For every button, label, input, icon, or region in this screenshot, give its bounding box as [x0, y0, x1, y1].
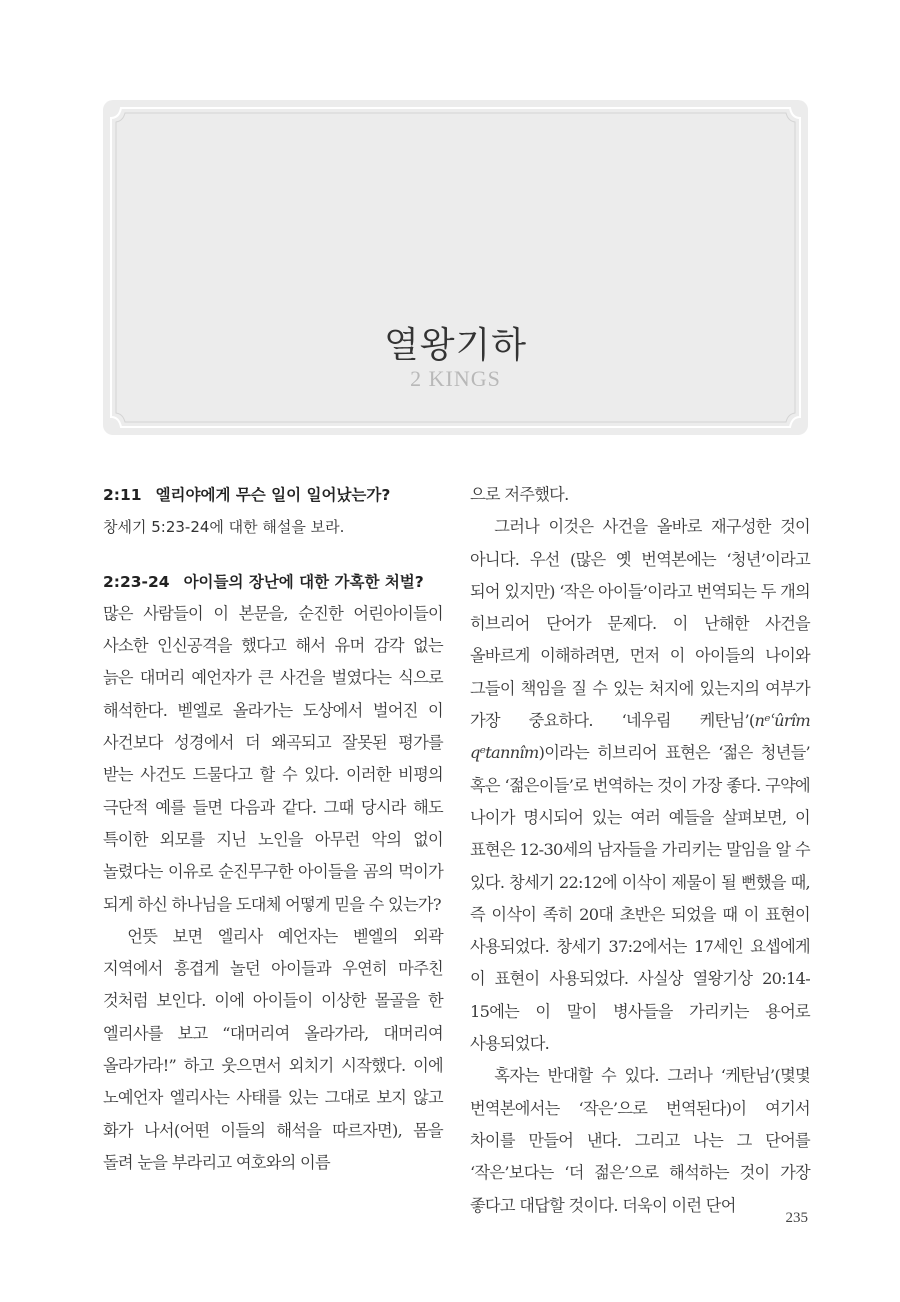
verse-reference: 2:23-24 [103, 572, 170, 591]
section-heading-2-11 [103, 479, 443, 511]
section-question: 아이들의 장난에 대한 가혹한 처벌? [183, 572, 424, 591]
body-paragraph: 그러나 이것은 사건을 올바로 재구성한 것이 아니다. 우선 (많은 옛 번역본에는 ‘청년’이라고 되어 있지만) ‘작은 아이들’이라고 번역되는 두 개의 히브리어 단어가 문제다. 이 난해한 사건을 올바르게 이해하려면, 먼저 이 아이들의 나이와 그들이 책임을 질 수 있는 처지에 있는지의 여부가 가장 중요하다. ‘네우림 케탄님’(nᵉʿûrîm qᵉtannîm)이라는 히브리어 표현은 ‘젊은 청년들’ 혹은 ‘젊은이들’로 번역하는 것이 가장 좋다. 구약에 나이가 명시되어 있는 여러 예들을 살펴보면, 이 표현은 12-30세의 남자들을 가리키는 말임을 알 수 있다. 창세기 22:12에 이삭이 제물이 될 뻔했을 때, 즉 이삭이 족히 20대 초반은 되었을 때 이 표현이 사용되었다. 창세기 37:2에서는 17세인 요셉에게 이 표현이 사용되었다. 사실상 열왕기상 20:14-15에는 이 말이 병사들을 가리키는 용어로 사용되었다. [470, 517, 810, 1054]
verse-reference: 2:11 [103, 486, 142, 504]
section-question: 엘리야에게 무슨 일이 일어났는가? [155, 486, 391, 504]
banner-title [103, 326, 808, 392]
cross-reference-note: 창세기 5:23-24에 대한 해설을 보라. [103, 518, 345, 537]
left-column [103, 479, 443, 1179]
book-title-korean: 열왕기하 [383, 325, 528, 366]
hebrew-transliteration: nᵉʿûrîm qᵉtannîm [470, 711, 810, 763]
body-paragraph-continued: 으로 저주했다. [470, 485, 569, 504]
chapter-title-banner [103, 100, 808, 435]
body-paragraph: 혹자는 반대할 수 있다. 그러나 ‘케탄님’(몇몇 번역본에서는 ‘작은’으로 번역된다)이 여기서 차이를 만들어 낸다. 그리고 나는 그 단어를 ‘작은’보다는 ‘더 젊은’으로 해석하는 것이 가장 좋다고 대답할 것이다. 더욱이 이런 단어 [470, 1066, 810, 1215]
book-title-english: 2 KINGS [410, 366, 501, 391]
body-paragraph: 많은 사람들이 이 본문을, 순진한 어린아이들이 사소한 인신공격을 했다고 해서 유머 감각 없는 늙은 대머리 예언자가 큰 사건을 벌였다는 식으로 해석한다. 벧엘로 올라가는 도상에서 벌어진 이 사건보다 성경에서 더 왜곡되고 잘못된 평가를 받는 사건도 드물다고 할 수 있다. 이러한 비평의 극단적 예를 들면 다음과 같다. 그때 당시라 해도 특이한 외모를 지닌 노인을 아무런 악의 없이 놀렸다는 이유로 순진무구한 아이들을 곰의 먹이가 되게 하신 하나님을 도대체 어떻게 믿을 수 있는가? [103, 603, 443, 914]
page-number: 235 [785, 1210, 808, 1226]
body-paragraph: 언뜻 보면 엘리사 예언자는 벧엘의 외곽 지역에서 흥겹게 놀던 아이들과 우연히 마주친 것처럼 보인다. 이에 아이들이 이상한 몰골을 한 엘리사를 보고 “대머리여 올라가라, 대머리여 올라가라!” 하고 웃으면서 외치기 시작했다. 이에 노예언자 엘리사는 사태를 있는 그대로 보지 않고 화가 나서(어떤 이들의 해석을 따르자면), 몸을 돌려 눈을 부라리고 여호와의 이름 [103, 926, 443, 1172]
section-heading-2-23-24 [103, 566, 443, 598]
right-column [470, 479, 810, 1222]
